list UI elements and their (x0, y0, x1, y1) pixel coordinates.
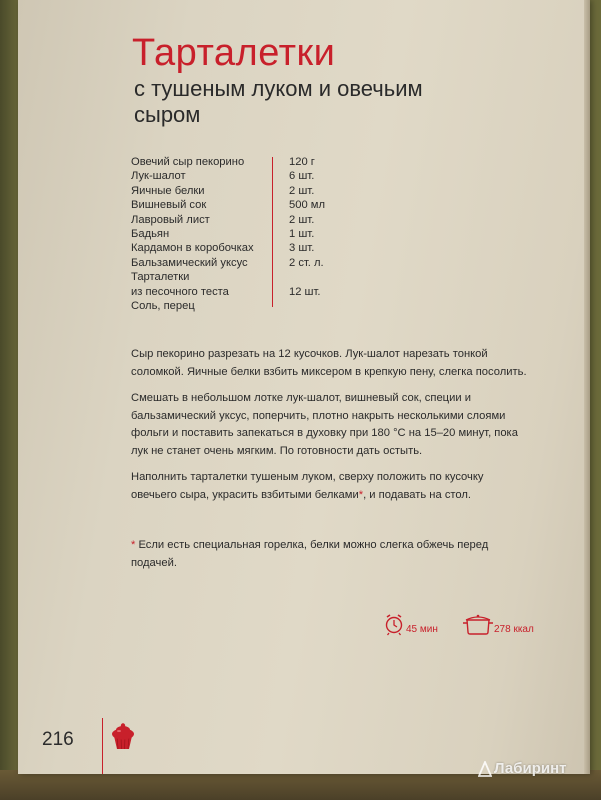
ingredient-qty: 2 шт. (289, 213, 315, 226)
ingredient-row (131, 241, 391, 255)
ingredient-name: Бальзамический уксус (131, 256, 248, 269)
ingredient-row (131, 198, 391, 212)
ingredient-name: Яичные белки (131, 184, 205, 197)
ingredient-name: Лавровый лист (131, 213, 210, 226)
ingredient-name: Вишневый сок (131, 199, 207, 212)
ingredient-name: Соль, перец (131, 299, 195, 312)
ingredient-name: Тарталетки (131, 271, 190, 284)
ingredient-qty: 3 шт. (289, 242, 315, 255)
ingredient-row (131, 227, 391, 241)
footnote (131, 537, 531, 572)
ingredient-row (131, 285, 391, 299)
watermark-text: Лабиринт (494, 760, 567, 777)
ingredient-qty: 12 шт. (289, 285, 321, 298)
ingredient-name: Лук-шалот (131, 170, 186, 183)
calories: 278 ккал (494, 624, 534, 635)
ingredient-qty: 1 шт. (289, 227, 315, 240)
ingredient-name: Кардамон в коробочках (131, 242, 254, 255)
book-page (18, 0, 590, 774)
ingredient-divider (272, 157, 273, 307)
ingredient-list (131, 155, 391, 313)
ingredient-row (131, 155, 391, 169)
page-number-rule (102, 718, 103, 774)
page-edge (584, 0, 590, 774)
method-step-2: Смешать в небольшом лотке лук-шалот, вишневый сок, специи и бальзамический уксус, поперчить, плотно накрыть несколькими слоями фольги и поставить запекаться в духовку при 180 °С на 15–20 минут, пока лук не станет очень мягким. По готовности дать остыть. (131, 392, 518, 457)
ingredient-qty: 500 мл (289, 199, 325, 212)
cooking-time: 45 мин (406, 624, 438, 635)
ingredient-row (131, 169, 391, 183)
ingredient-row (131, 184, 391, 198)
method-step-1: Сыр пекорино разрезать на 12 кусочков. Лук-шалот нарезать тонкой соломкой. Яичные белки взбить миксером в крепкую пену, слегка посолить. (131, 348, 527, 378)
method-step-3-text: Наполнить тарталетки тушеным луком, сверху положить по кусочку овечьего сыра, украсить взбитыми белками (131, 471, 484, 501)
alarm-clock-icon (384, 612, 404, 639)
ingredient-row (131, 270, 391, 284)
asterisk-mark: * (358, 488, 364, 501)
ingredient-qty: 6 шт. (289, 170, 315, 183)
ingredient-name: Овечий сыр пекорино (131, 156, 245, 168)
page-number: 216 (42, 729, 74, 750)
ingredient-name: Бадьян (131, 227, 170, 240)
recipe-title: Тарталетки (132, 32, 336, 74)
ingredient-row (131, 213, 391, 227)
cooking-pot-icon (462, 612, 494, 639)
labirint-watermark (478, 760, 567, 777)
footnote-asterisk: * (131, 539, 136, 551)
ingredient-qty: 2 ст. л. (289, 256, 324, 269)
method-step-3 (131, 469, 531, 504)
ingredient-name: из песочного теста (131, 285, 229, 298)
footnote-text: Если есть специальная горелка, белки можно слегка обжечь перед подачей. (131, 539, 489, 569)
recipe-subtitle: с тушеным луком и овечьим сыром (134, 76, 423, 127)
method-step-3-tail: , и подавать на стол. (363, 488, 472, 501)
ingredient-qty: 2 шт. (289, 184, 315, 197)
ingredient-row (131, 299, 391, 313)
cupcake-icon (108, 722, 138, 757)
ingredient-qty: 120 г (289, 156, 315, 168)
method-text (131, 346, 531, 513)
ingredient-row (131, 256, 391, 270)
recipe-meta (384, 610, 564, 642)
